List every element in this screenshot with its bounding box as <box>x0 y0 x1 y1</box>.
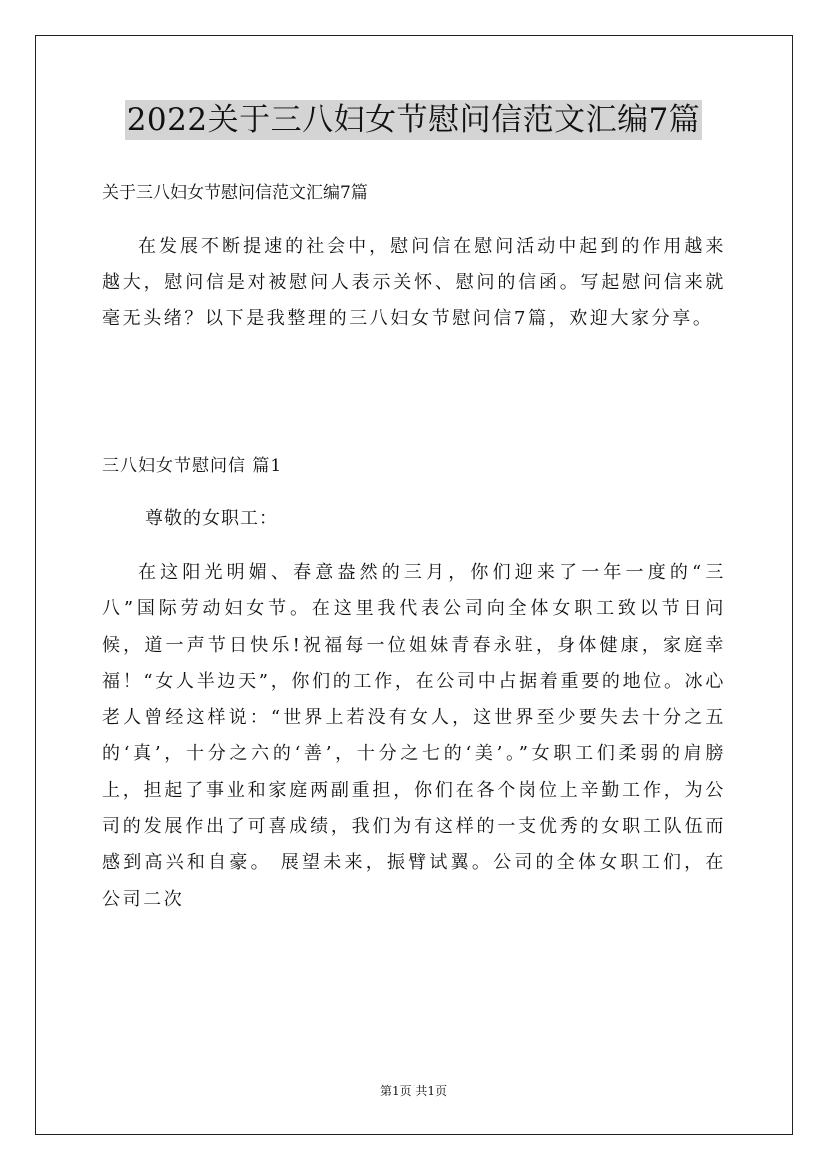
document-title: 2022关于三八妇女节慰问信范文汇编7篇 <box>126 102 701 138</box>
page-footer: 第1页 共1页 <box>379 1084 448 1098</box>
intro-paragraph: 在发展不断提速的社会中，慰问信在慰问活动中起到的作用越来越大，慰问信是对被慰问人表示关怀、慰问的信函。写起慰问信来就毫无头绪？以下是我整理的三八妇女节慰问信7篇，欢迎大家分享。 <box>102 236 726 329</box>
document-subtitle: 关于三八妇女节慰问信范文汇编7篇 <box>102 183 368 203</box>
letter-salutation: 尊敬的女职工： <box>145 508 278 529</box>
section-heading: 三八妇女节慰问信 篇1 <box>102 456 283 476</box>
title-container <box>0 100 827 140</box>
letter-body-paragraph: 在这阳光明媚、春意盎然的三月，你们迎来了一年一度的“三八”国际劳动妇女节。在这里我代表公司向全体女职工致以节日问候，道一声节日快乐!祝福每一位姐妹青春永驻，身体健康，家庭幸福！“女人半边天”，你们的工作，在公司中占据着重要的地位。冰心老人曾经这样说：“世界上若没有女人，这世界至少要失去十分之五的‘真’，十分之六的‘善’，十分之七的‘美’。”女职工们柔弱的肩膀上，担起了事业和家庭两副重担，你们在各个岗位上辛勤工作，为公司的发展作出了可喜成绩，我们为有这样的一支优秀的女职工队伍而感到高兴和自豪。 展望未来，振臂试翼。公司的全体女职工们，在公司二次 <box>102 562 726 910</box>
